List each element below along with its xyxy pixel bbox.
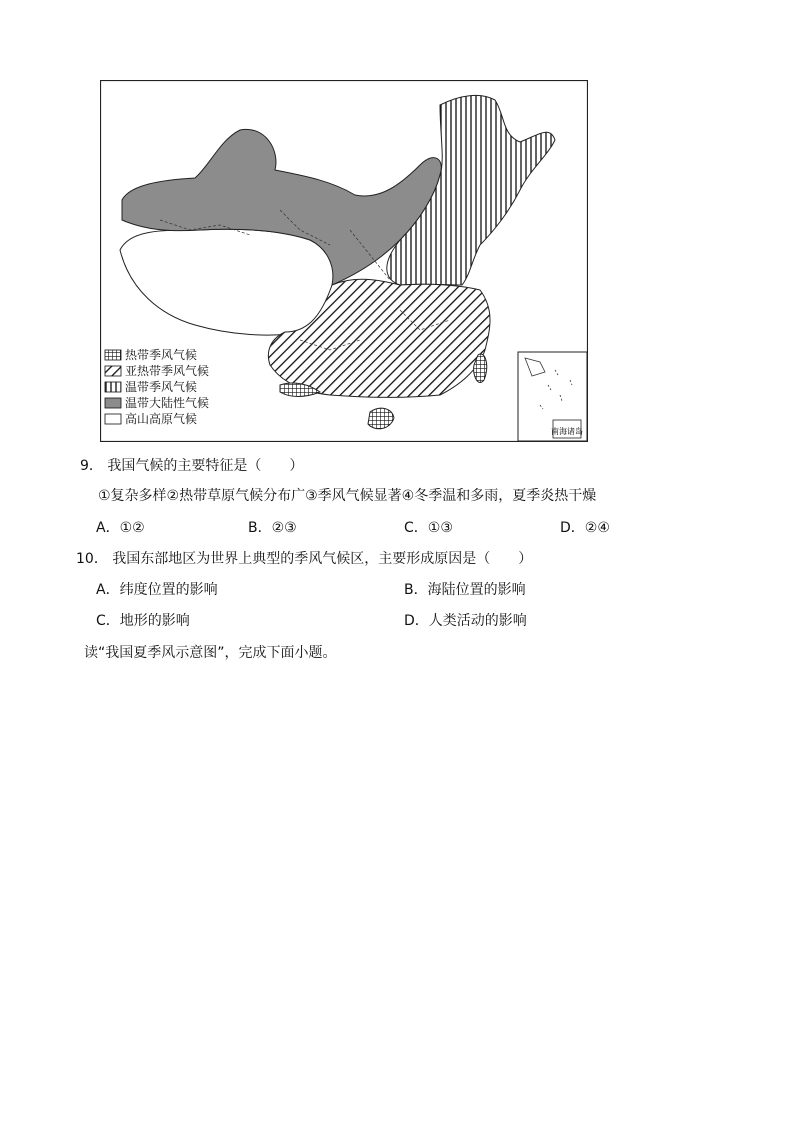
q9-option-b[interactable]: B．②③	[248, 520, 297, 536]
q9-option-a[interactable]: A．①②	[96, 520, 145, 536]
legend-label-temperate-continental: 温带大陆性气候	[125, 396, 210, 410]
inset-label: 南海诸岛	[551, 427, 583, 436]
q10-option-a[interactable]: A．纬度位置的影响	[96, 582, 218, 598]
legend-label-temperate-monsoon: 温带季风气候	[125, 380, 198, 394]
q10-option-d[interactable]: D．人类活动的影响	[404, 613, 527, 629]
map-legend	[105, 347, 209, 426]
next-group-intro: 读“我国夏季风示意图”，完成下面小题。	[84, 645, 337, 661]
q10-option-b[interactable]: B．海陆位置的影响	[404, 582, 526, 598]
q10-stem: 10． 我国东部地区为世界上典型的季风气候区，主要形成原因是（ ）	[76, 551, 533, 567]
climate-map	[100, 80, 588, 442]
q10-option-c[interactable]: C．地形的影响	[96, 613, 190, 629]
legend-label-tropical: 热带季风气候	[125, 348, 198, 362]
q9-option-d[interactable]: D．②④	[560, 520, 610, 536]
south-china-sea-inset	[518, 352, 587, 441]
q9-statements: ①复杂多样②热带草原气候分布广③季风气候显著④冬季温和多雨，夏季炎热干燥	[98, 488, 597, 504]
legend-label-subtropical: 亚热带季风气候	[125, 364, 210, 378]
q9-stem: 9． 我国气候的主要特征是（ ）	[80, 458, 304, 474]
q9-option-c[interactable]: C．①③	[404, 520, 453, 536]
legend-label-plateau: 高山高原气候	[125, 412, 198, 426]
climate-map-svg	[100, 80, 588, 442]
